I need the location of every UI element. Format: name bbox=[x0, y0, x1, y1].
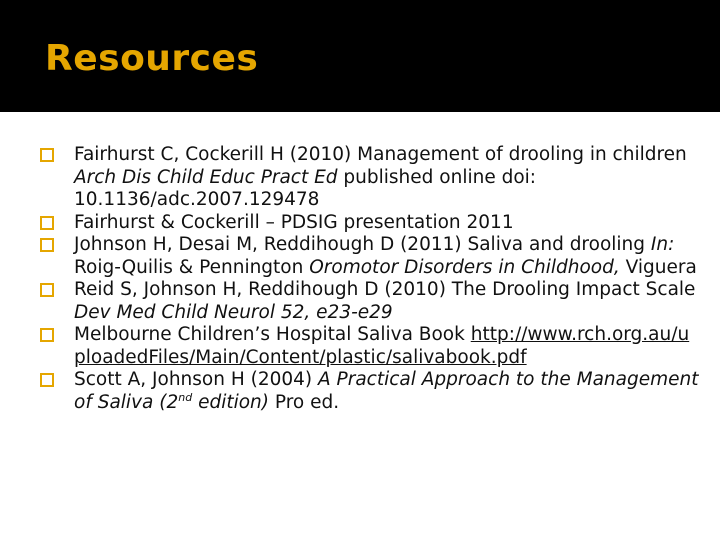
square-bullet-icon bbox=[40, 283, 54, 297]
resource-item-saliva-book: Melbourne Children’s Hospital Saliva Book http://www.rch.org.au/uploadedFiles/Main/Content/plastic/salivabook.pdf bbox=[40, 324, 700, 369]
square-bullet-icon bbox=[40, 373, 54, 387]
slide-title: Resources bbox=[45, 38, 259, 79]
resource-item-fairhurst-2010: Fairhurst C, Cockerill H (2010) Management of drooling in children Arch Dis Child Educ Pract Ed published online doi: 10.1136/adc.2007.129478 bbox=[40, 144, 700, 212]
saliva-book-link[interactable]: http://www.rch.org.au/uploadedFiles/Main/Content/plastic/salivabook.pdf bbox=[74, 324, 690, 368]
resource-list bbox=[40, 144, 700, 414]
title-band bbox=[0, 0, 720, 112]
resource-item-reid-2010: Reid S, Johnson H, Reddihough D (2010) The Drooling Impact Scale Dev Med Child Neurol 52, e23-e29 bbox=[40, 279, 700, 324]
square-bullet-icon bbox=[40, 216, 54, 230]
slide-content bbox=[0, 112, 720, 540]
resource-item-pdsig: Fairhurst & Cockerill – PDSIG presentation 2011 bbox=[40, 212, 700, 235]
square-bullet-icon bbox=[40, 328, 54, 342]
resource-item-scott-2004: Scott A, Johnson H (2004) A Practical Approach to the Management of Saliva (2nd edition) Pro ed. bbox=[40, 369, 700, 414]
square-bullet-icon bbox=[40, 148, 54, 162]
resource-item-johnson-2011: Johnson H, Desai M, Reddihough D (2011) Saliva and drooling In: Roig-Quilis & Pennington Oromotor Disorders in Childhood, Viguera bbox=[40, 234, 700, 279]
square-bullet-icon bbox=[40, 238, 54, 252]
